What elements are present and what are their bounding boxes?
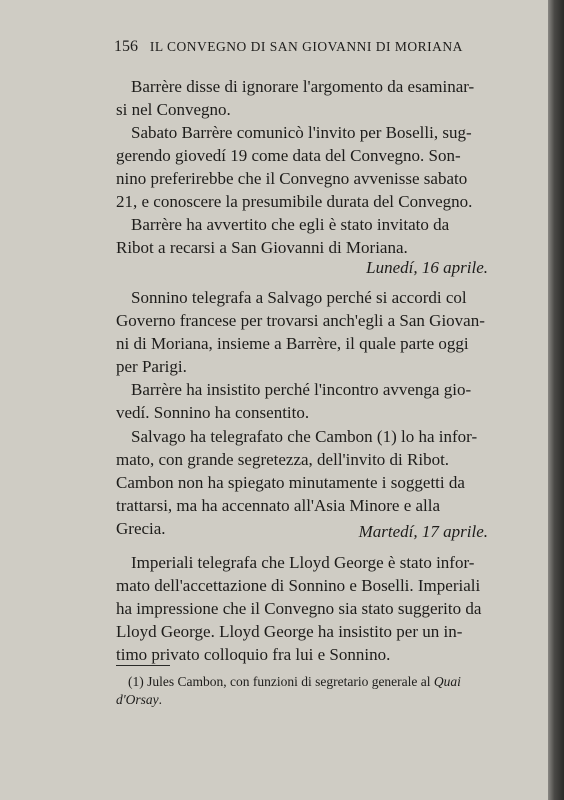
paragraph	[116, 75, 504, 121]
text-line: mato, con grande segretezza, dell'invito di Ribot.	[116, 450, 450, 469]
footnote-text	[116, 673, 504, 709]
text-line: ni di Moriana, insieme a Barrère, il quale parte oggi	[116, 334, 469, 353]
paragraph	[116, 378, 504, 424]
text-line: Sonnino telegrafa a Salvago perché si accordi col	[131, 288, 467, 307]
text-line: trattarsi, ma ha accennato all'Asia Minore e alla	[116, 496, 441, 515]
text-line: Imperiali telegrafa che Lloyd George è stato infor-	[131, 553, 475, 572]
footnote-body: (1) Jules Cambon, con funzioni di segretario generale al	[128, 674, 434, 689]
text-line: 21, e conoscere la presumibile durata del Convegno.	[116, 192, 473, 211]
text-line: si nel Convegno.	[116, 100, 231, 119]
text-line: Ribot a recarsi a San Giovanni di Moriana.	[116, 238, 408, 257]
entry-block-1	[116, 75, 504, 259]
footnote-divider	[116, 665, 170, 666]
paragraph	[116, 213, 504, 259]
date-heading-1: Lunedí, 16 aprile.	[366, 258, 488, 277]
footnote	[116, 673, 504, 709]
footnote-italic: Quai d'Orsay	[116, 674, 461, 707]
text-line: Barrère ha avvertito che egli è stato invitato da	[131, 215, 450, 234]
text-line: Lloyd George. Lloyd George ha insistito per un in-	[116, 622, 463, 641]
text-line: per Parigi.	[116, 357, 187, 376]
running-title: IL CONVEGNO DI SAN GIOVANNI DI MORIANA	[149, 39, 463, 54]
text-line: Grecia.	[116, 519, 166, 538]
footnote-end: .	[158, 692, 163, 707]
book-spine-edge	[548, 0, 564, 800]
text-line: Cambon non ha spiegato minutamente i soggetti da	[116, 473, 465, 492]
text-line: gerendo giovedí 19 come data del Convegno. Son-	[116, 146, 461, 165]
paragraph	[116, 551, 504, 666]
entry-block-2	[116, 286, 504, 424]
running-header	[114, 38, 504, 56]
paragraph	[116, 121, 504, 213]
date-heading-2: Martedí, 17 aprile.	[358, 522, 488, 541]
text-line: Sabato Barrère comunicò l'invito per Boselli, sug-	[131, 123, 472, 142]
paragraph	[116, 286, 504, 378]
text-line: Barrère ha insistito perché l'incontro avvenga gio-	[131, 380, 472, 399]
text-line: Governo francese per trovarsi anch'egli a San Giovan-	[116, 311, 485, 330]
page-number: 156	[114, 38, 138, 55]
entry-block-4	[116, 551, 504, 666]
text-line: mato dell'accettazione di Sonnino e Boselli. Imperiali	[116, 576, 481, 595]
text-line: nino preferirebbe che il Convegno avvenisse sabato	[116, 169, 468, 188]
text-line: Barrère disse di ignorare l'argomento da esaminar-	[131, 77, 475, 96]
text-line: Salvago ha telegrafato che Cambon (1) lo ha infor-	[131, 427, 478, 446]
text-line: timo privato colloquio fra lui e Sonnino.	[116, 645, 391, 664]
text-line: vedí. Sonnino ha consentito.	[116, 403, 310, 422]
text-line: ha impressione che il Convegno sia stato suggerito da	[116, 599, 482, 618]
